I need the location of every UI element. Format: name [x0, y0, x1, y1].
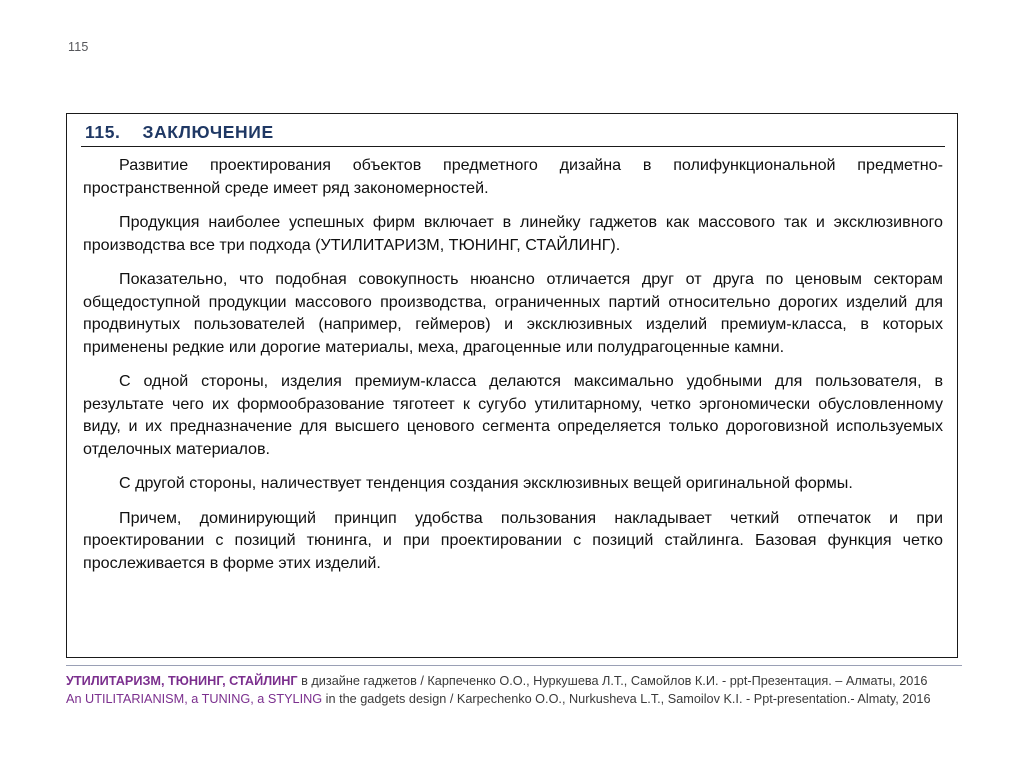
body-paragraph: С другой стороны, наличествует тенденция создания эксклюзивных вещей оригинальной формы.	[119, 474, 853, 493]
heading-divider	[81, 146, 945, 147]
body-paragraph: Развитие проектирования объектов предметного дизайна в полифункциональной предметно-пространственной среде имеет ряд закономерностей.	[83, 156, 943, 197]
slide-heading-title: ЗАКЛЮЧЕНИЕ	[142, 122, 274, 142]
footer-line-en	[66, 690, 962, 708]
page-number: 115	[68, 40, 89, 54]
body-paragraph: Причем, доминирующий принцип удобства пользования накладывает четкий отпечаток и при проектировании с позиций тюнинга, и при проектировании с позиций стайлинга. Базовая функция четко прослеживается в форме этих изделий.	[83, 508, 943, 572]
body-paragraph: Показательно, что подобная совокупность нюансно отличается друг от друга по ценовым секторам общедоступной продукции массового производства, ограниченных партий относительно дорогих изделий для продвинутых пользователей (например, геймеров) и эксклюзивных изделий премиум-класса, в которых применены редкие или дорогие материалы, меха, драгоценные или полудрагоценные камни.	[83, 270, 943, 356]
footer-credits-ru: в дизайне гаджетов / Карпеченко О.О., Нуркушева Л.Т., Самойлов К.И. - ppt-Презентация. – Алматы, 2016	[297, 674, 928, 688]
footer-title-en: UTILITARIANISM, a TUNING, a STYLING	[85, 692, 323, 707]
body-paragraph: С одной стороны, изделия премиум-класса делаются максимально удобными для пользователя, в результате чего их формообразование тяготеет к сугубо утилитарному, четко эргономически обусловленному виду, и их предназначение для высшего ценового сегмента определяется только дороговизной используемых отделочных материалов.	[83, 372, 943, 458]
slide-footer	[66, 672, 962, 709]
footer-title-en-prefix: An	[66, 692, 86, 707]
footer-divider	[66, 665, 962, 666]
slide-heading-number: 115.	[85, 122, 121, 142]
footer-line-ru	[66, 672, 962, 690]
slide-body	[81, 154, 947, 575]
body-paragraph: Продукция наиболее успешных фирм включает в линейку гаджетов как массового так и эксклюзивного производства все три подхода (УТИЛИТАРИЗМ, ТЮНИНГ, СТАЙЛИНГ).	[83, 213, 943, 254]
slide-content-box	[66, 113, 958, 658]
footer-credits-en: in the gadgets design / Karpechenko O.O., Nurkusheva L.T., Samoilov K.I. - Ppt-presentation.- Almaty, 2016	[322, 692, 931, 707]
slide-heading	[67, 114, 957, 147]
footer-title-ru: УТИЛИТАРИЗМ, ТЮНИНГ, СТАЙЛИНГ	[66, 674, 298, 688]
